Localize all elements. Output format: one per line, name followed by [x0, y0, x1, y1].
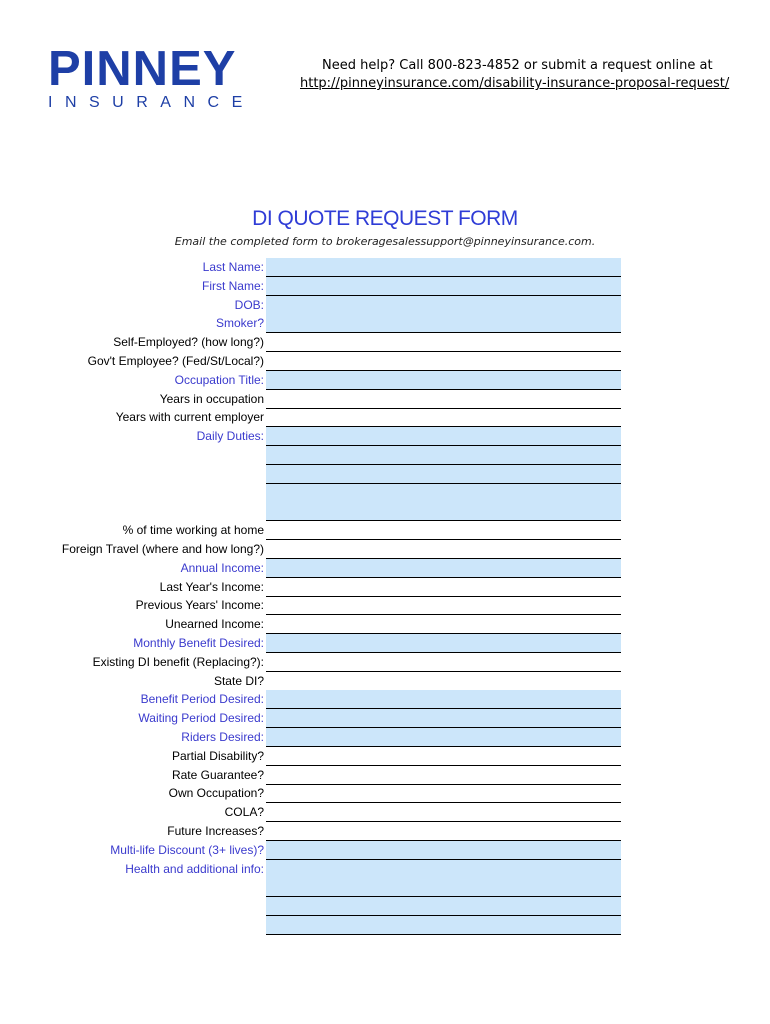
- form-row: [0, 709, 770, 728]
- form-input-field[interactable]: [266, 258, 621, 277]
- field-label: Foreign Travel (where and how long?): [61, 541, 264, 556]
- form-input-field[interactable]: [266, 709, 621, 728]
- form-row: [0, 615, 770, 634]
- field-label: Monthly Benefit Desired:: [133, 635, 264, 650]
- form-input-field[interactable]: [266, 653, 621, 672]
- field-label: Unearned Income:: [165, 617, 264, 632]
- form-row: [0, 484, 770, 503]
- form-input-field[interactable]: [266, 690, 621, 709]
- form-input-field[interactable]: [266, 841, 621, 860]
- form-input-field[interactable]: [266, 484, 621, 503]
- form-input-field[interactable]: [266, 916, 621, 935]
- form-row: [0, 408, 770, 427]
- form-row: [0, 897, 770, 916]
- form-input-field[interactable]: [266, 803, 621, 822]
- form-row: [0, 634, 770, 653]
- field-label: Last Name:: [202, 260, 264, 274]
- form-row: [0, 390, 770, 409]
- proposal-request-link[interactable]: http://pinneyinsurance.com/disability-insurance-proposal-request/: [300, 76, 730, 91]
- form-row: [0, 596, 770, 615]
- form-row: [0, 672, 770, 691]
- form-row: [0, 258, 770, 277]
- field-label: Future Increases?: [167, 823, 264, 838]
- form-instructions: Email the completed form to brokeragesalessupport@pinneyinsurance.com.: [174, 235, 596, 248]
- form-input-field[interactable]: [266, 521, 621, 540]
- form-row: [0, 578, 770, 597]
- form-input-field[interactable]: [266, 747, 621, 766]
- field-label: First Name:: [201, 278, 264, 293]
- form-row: [0, 540, 770, 559]
- field-label: Years in occupation: [159, 391, 264, 406]
- field-label: Rate Guarantee?: [171, 767, 264, 782]
- form-row: [0, 314, 770, 333]
- form-input-field[interactable]: [266, 427, 621, 446]
- form-input-field[interactable]: [266, 822, 621, 841]
- field-label: Annual Income:: [180, 560, 264, 575]
- field-label: Occupation Title:: [174, 372, 264, 387]
- form-input-field[interactable]: [266, 390, 621, 409]
- form-row: [0, 784, 770, 803]
- field-label: COLA?: [224, 805, 264, 820]
- form-row: [0, 352, 770, 371]
- field-label: Years with current employer: [115, 410, 264, 425]
- form-row: [0, 860, 770, 879]
- field-label: Multi-life Discount (3+ lives)?: [110, 842, 264, 857]
- form-input-field[interactable]: [266, 314, 621, 333]
- field-label: Partial Disability?: [171, 748, 264, 763]
- help-text: [300, 57, 760, 93]
- field-label: Health and additional info:: [125, 861, 264, 876]
- form-input-field[interactable]: [266, 596, 621, 615]
- form-input-field[interactable]: [266, 615, 621, 634]
- field-label: Benefit Period Desired:: [140, 692, 264, 707]
- field-label: Previous Years' Income:: [135, 598, 264, 613]
- field-label: Smoker?: [215, 316, 264, 331]
- form-row: [0, 427, 770, 446]
- pinney-logo: [48, 44, 273, 112]
- field-label: Daily Duties:: [196, 429, 264, 444]
- form-row: [0, 822, 770, 841]
- form-input-field[interactable]: [266, 333, 621, 352]
- form-input-field[interactable]: [266, 634, 621, 653]
- field-label: Own Occupation?: [168, 786, 264, 801]
- form-fields: [0, 258, 770, 935]
- form-input-field[interactable]: [266, 728, 621, 747]
- field-label: Last Year's Income:: [159, 579, 264, 594]
- form-input-field[interactable]: [266, 352, 621, 371]
- form-row: [0, 747, 770, 766]
- form-input-field[interactable]: [266, 277, 621, 296]
- form-input-field[interactable]: [266, 502, 621, 521]
- form-input-field[interactable]: [266, 408, 621, 427]
- form-row: [0, 653, 770, 672]
- form-row: [0, 465, 770, 484]
- form-row: [0, 878, 770, 897]
- form-row: [0, 559, 770, 578]
- form-row: [0, 521, 770, 540]
- form-row: [0, 728, 770, 747]
- form-input-field[interactable]: [266, 784, 621, 803]
- form-row: [0, 446, 770, 465]
- field-label: % of time working at home: [122, 523, 264, 538]
- field-label: State DI?: [213, 673, 264, 688]
- field-label: Waiting Period Desired:: [138, 711, 264, 726]
- field-label: Riders Desired:: [181, 729, 264, 744]
- field-label: Existing DI benefit (Replacing?):: [92, 654, 264, 669]
- form-row: [0, 296, 770, 315]
- form-input-field[interactable]: [266, 296, 621, 315]
- help-phone-text: Need help? Call 800-823-4852 or submit a request online at: [322, 58, 713, 73]
- form-input-field[interactable]: [266, 578, 621, 597]
- form-row: [0, 916, 770, 935]
- field-label: Self-Employed? (how long?): [113, 335, 264, 350]
- form-input-field[interactable]: [266, 878, 621, 897]
- form-row: [0, 841, 770, 860]
- form-row: [0, 371, 770, 390]
- form-input-field[interactable]: [266, 559, 621, 578]
- form-input-field[interactable]: [266, 860, 621, 879]
- form-row: [0, 502, 770, 521]
- form-input-field[interactable]: [266, 540, 621, 559]
- form-row: [0, 277, 770, 296]
- logo-subtitle: INSURANCE: [48, 94, 255, 111]
- form-row: [0, 333, 770, 352]
- form-input-field[interactable]: [266, 371, 621, 390]
- form-row: [0, 803, 770, 822]
- field-label: DOB:: [234, 297, 264, 312]
- logo-wordmark: PINNEY: [48, 42, 237, 96]
- form-input-field[interactable]: [266, 446, 621, 465]
- form-input-field[interactable]: [266, 672, 621, 691]
- field-label: Gov't Employee? (Fed/St/Local?): [87, 353, 264, 368]
- form-title: DI QUOTE REQUEST FORM: [252, 207, 518, 230]
- form-row: [0, 690, 770, 709]
- form-row: [0, 766, 770, 785]
- form-input-field[interactable]: [266, 465, 621, 484]
- form-input-field[interactable]: [266, 766, 621, 785]
- form-input-field[interactable]: [266, 897, 621, 916]
